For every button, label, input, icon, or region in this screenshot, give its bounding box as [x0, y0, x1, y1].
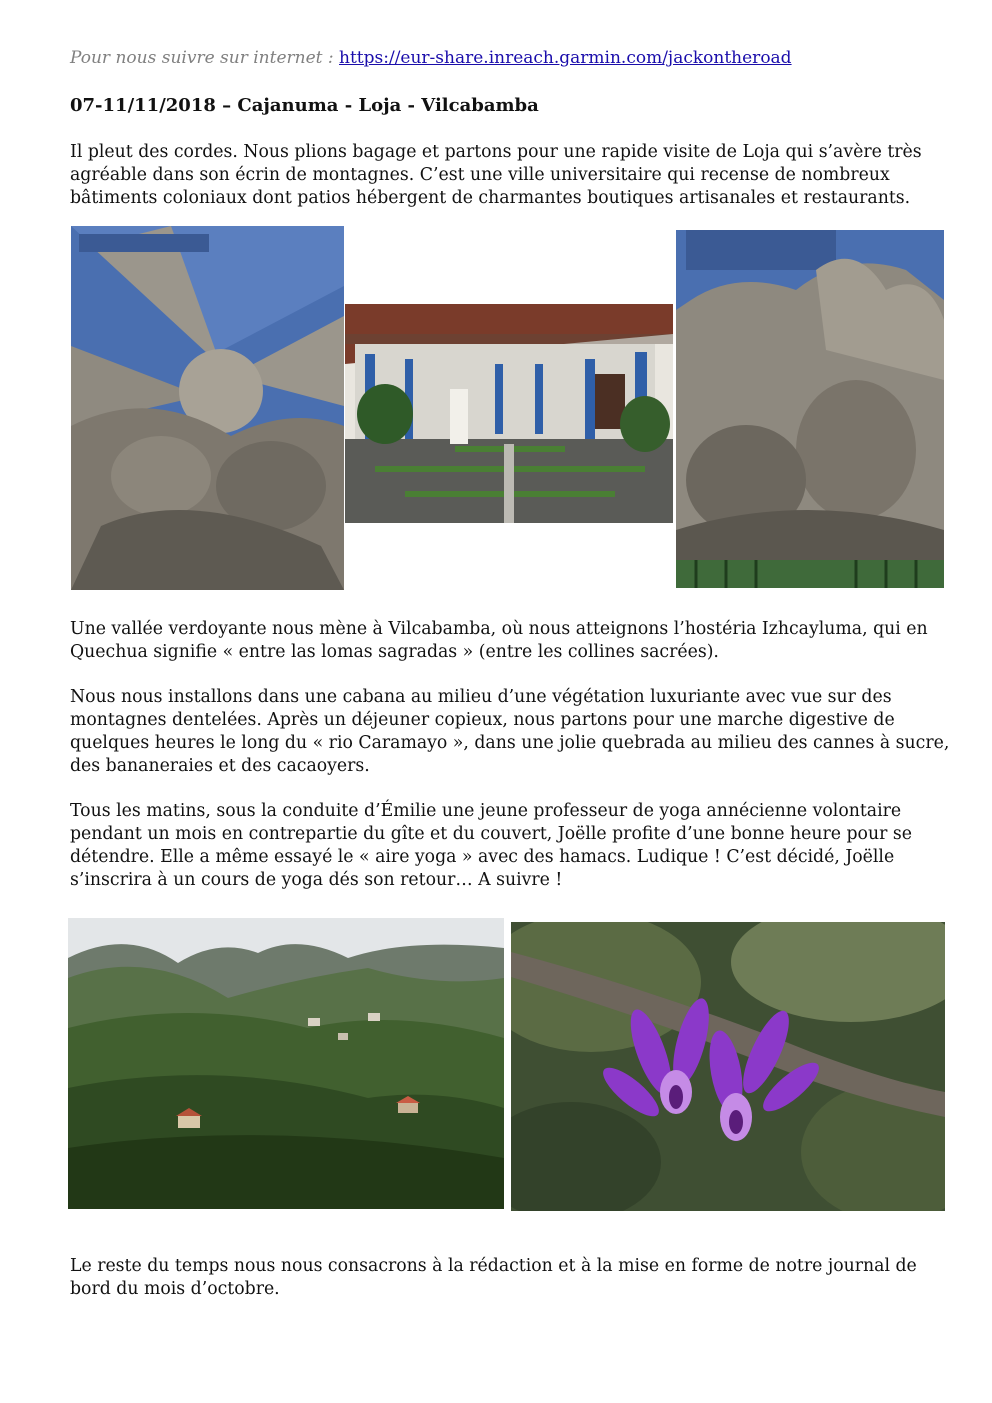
orchid-photo: [511, 922, 945, 1211]
text-line: détendre. Elle a même essayé le « aire yoga » avec des hamacs. Ludique ! C’est décidé, Joëlle: [70, 847, 895, 867]
text-line: Une vallée verdoyante nous mène à Vilcabamba, où nous atteignons l’hostéria Izhcayluma, qui en: [70, 619, 928, 639]
colonial-patio-photo: [345, 304, 673, 523]
text-line: Nous nous installons dans une cabana au milieu d’une végétation luxuriante avec vue sur des: [70, 687, 892, 707]
paragraph-yoga: [70, 800, 950, 892]
intro-label: Pour nous suivre sur internet :: [70, 48, 340, 68]
text-line: agréable dans son écrin de montagnes. C’est une ville universitaire qui recense de nombreux: [70, 165, 890, 185]
entry-title: 07-11/11/2018 – Cajanuma - Loja - Vilcabamba: [70, 95, 539, 116]
mural-relief-photo-left: [71, 226, 344, 590]
text-line: des bananeraies et des cacaoyers.: [70, 756, 370, 776]
mural-relief-photo-right: [676, 230, 944, 588]
paragraph-cabana: [70, 686, 950, 778]
intro-line: [70, 48, 792, 68]
valley-landscape-photo: [68, 918, 504, 1209]
text-line: montagnes dentelées. Après un déjeuner copieux, nous partons pour une marche digestive de: [70, 710, 895, 730]
text-line: Quechua signifie « entre las lomas sagradas » (entre les collines sacrées).: [70, 642, 719, 662]
tracking-link[interactable]: https://eur-share.inreach.garmin.com/jackontheroad: [339, 48, 792, 68]
paragraph-journal: [70, 1255, 950, 1301]
text-line: bord du mois d’octobre.: [70, 1279, 280, 1299]
text-line: s’inscrira à un cours de yoga dés son retour… A suivre !: [70, 870, 563, 890]
paragraph-loja: [70, 141, 950, 210]
text-line: bâtiments coloniaux dont patios hébergent de charmantes boutiques artisanales et restaurants.: [70, 188, 911, 208]
text-line: Le reste du temps nous nous consacrons à la rédaction et à la mise en forme de notre journal de: [70, 1256, 917, 1276]
paragraph-vilcabamba: [70, 618, 950, 664]
text-line: Il pleut des cordes. Nous plions bagage et partons pour une rapide visite de Loja qui s’avère très: [70, 142, 922, 162]
text-line: pendant un mois en contrepartie du gîte et du couvert, Joëlle profite d’une bonne heure pour se: [70, 824, 912, 844]
text-line: Tous les matins, sous la conduite d’Émilie une jeune professeur de yoga annécienne volontaire: [70, 801, 902, 821]
text-line: quelques heures le long du « rio Caramayo », dans une jolie quebrada au milieu des cannes à sucre,: [70, 733, 950, 753]
